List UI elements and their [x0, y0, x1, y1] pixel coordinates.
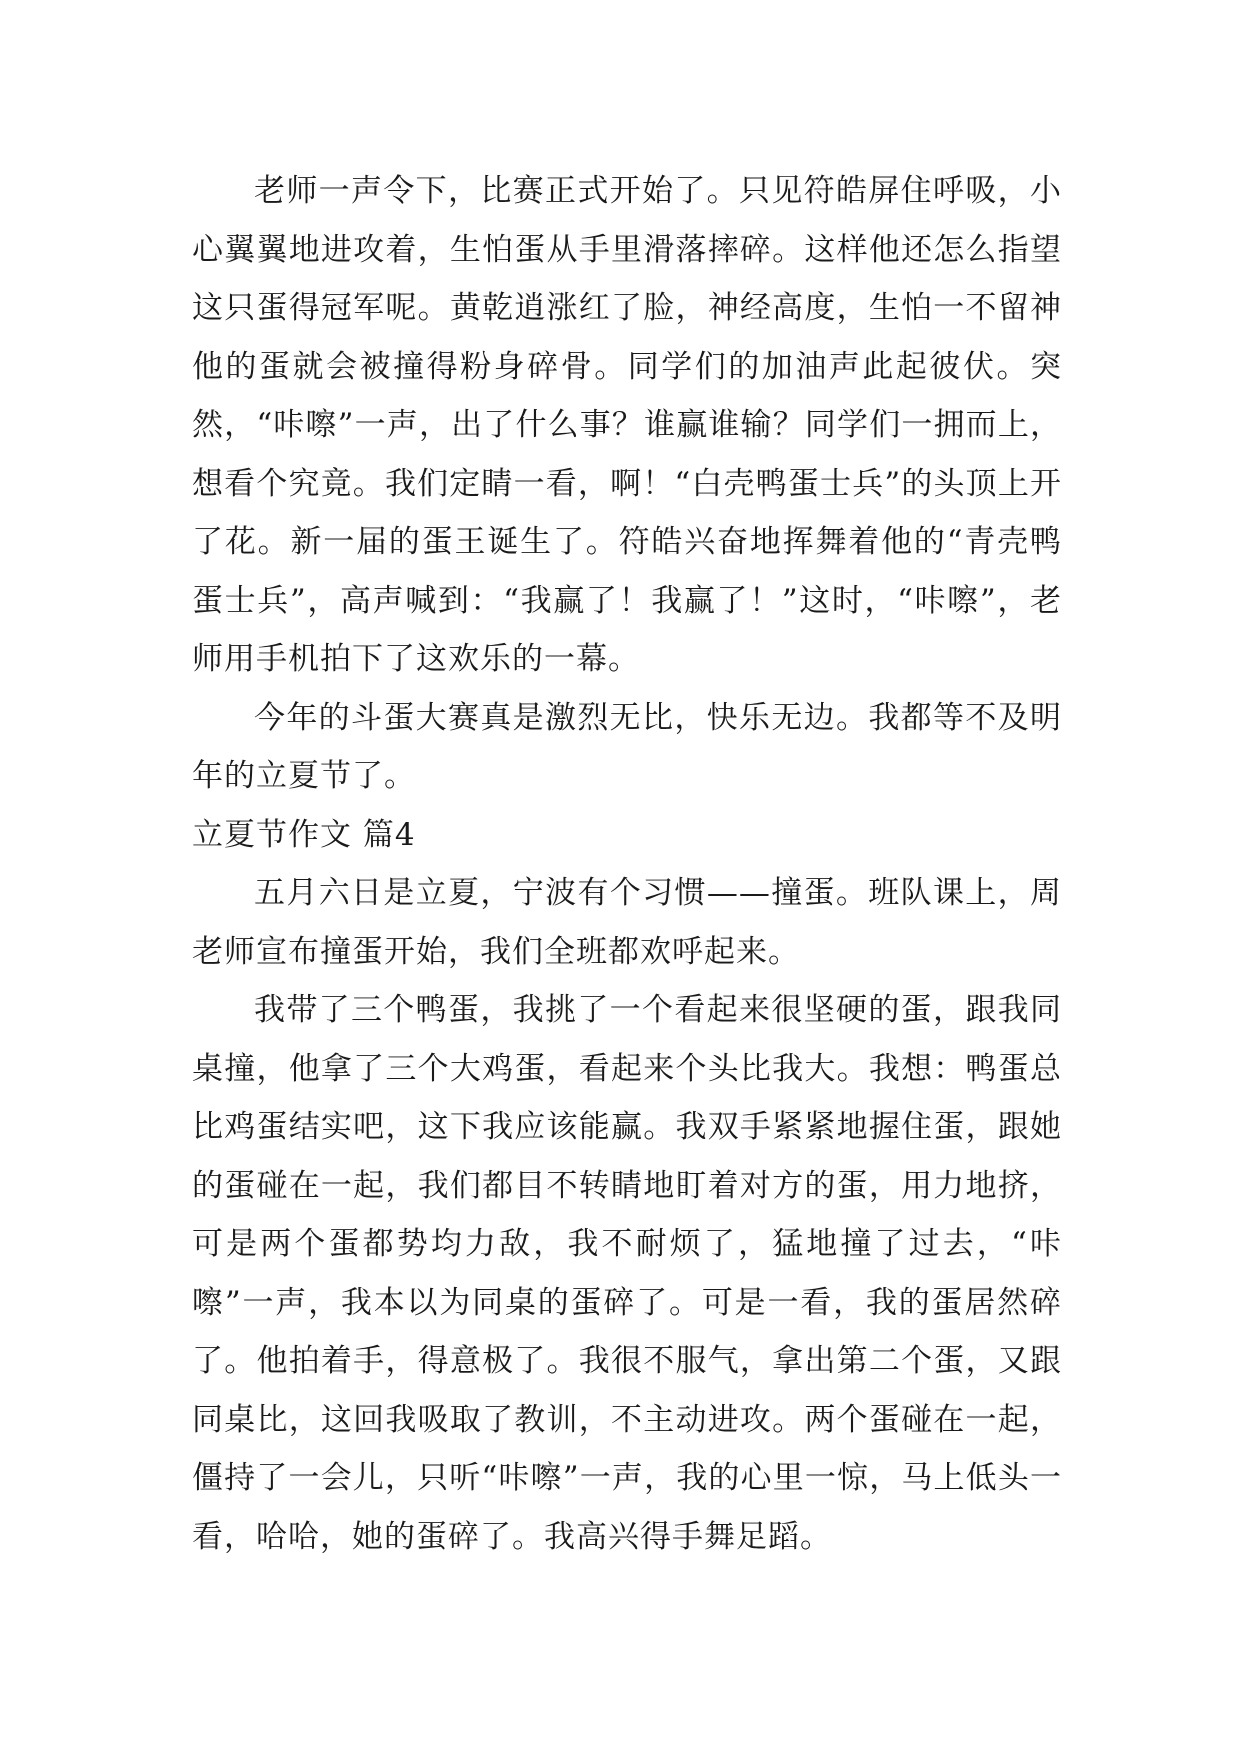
- paragraph-intro: 五月六日是立夏，宁波有个习惯——撞蛋。班队课上，周老师宣布撞蛋开始，我们全班都欢呼起来。: [192, 875, 1062, 970]
- paragraph-egg-battle: 我带了三个鸭蛋，我挑了一个看起来很坚硬的蛋，跟我同桌撞，他拿了三个大鸡蛋，看起来个头比我大。我想：鸭蛋总比鸡蛋结实吧，这下我应该能赢。我双手紧紧地握住蛋，跟她的蛋碰在一起，我们都目不转睛地盯着对方的蛋，用力地挤，可是两个蛋都势均力敌，我不耐烦了，猛地撞了过去，“咔嚓”一声，我本以为同桌的蛋碎了。可是一看，我的蛋居然碎了。他拍着手，得意极了。我很不服气，拿出第二个蛋，又跟同桌比，这回我吸取了教训，不主动进攻。两个蛋碰在一起，僵持了一会儿，只听“咔嚓”一声，我的心里一惊，马上低头一看，哈哈，她的蛋碎了。我高兴得手舞足蹈。: [192, 992, 1062, 1555]
- paragraph-conclusion: 今年的斗蛋大赛真是激烈无比，快乐无边。我都等不及明年的立夏节了。: [192, 699, 1062, 794]
- paragraph-competition-start: 老师一声令下，比赛正式开始了。只见符皓屏住呼吸，小心翼翼地进攻着，生怕蛋从手里滑落摔碎。这样他还怎么指望这只蛋得冠军呢。黄乾逍涨红了脸，神经高度，生怕一不留神他的蛋就会被撞得粉身碎骨。同学们的加油声此起彼伏。突然，“咔嚓”一声，出了什么事？谁赢谁输？同学们一拥而上，想看个究竟。我们定睛一看，啊！“白壳鸭蛋士兵”的头顶上开了花。新一届的蛋王诞生了。符皓兴奋地挥舞着他的“青壳鸭蛋士兵”，高声喊到：“我赢了！我赢了！”这时，“咔嚓”，老师用手机拍下了这欢乐的一幕。: [192, 173, 1062, 677]
- document-body: [192, 162, 1062, 1566]
- section-heading: 立夏节作文 篇4: [192, 816, 416, 853]
